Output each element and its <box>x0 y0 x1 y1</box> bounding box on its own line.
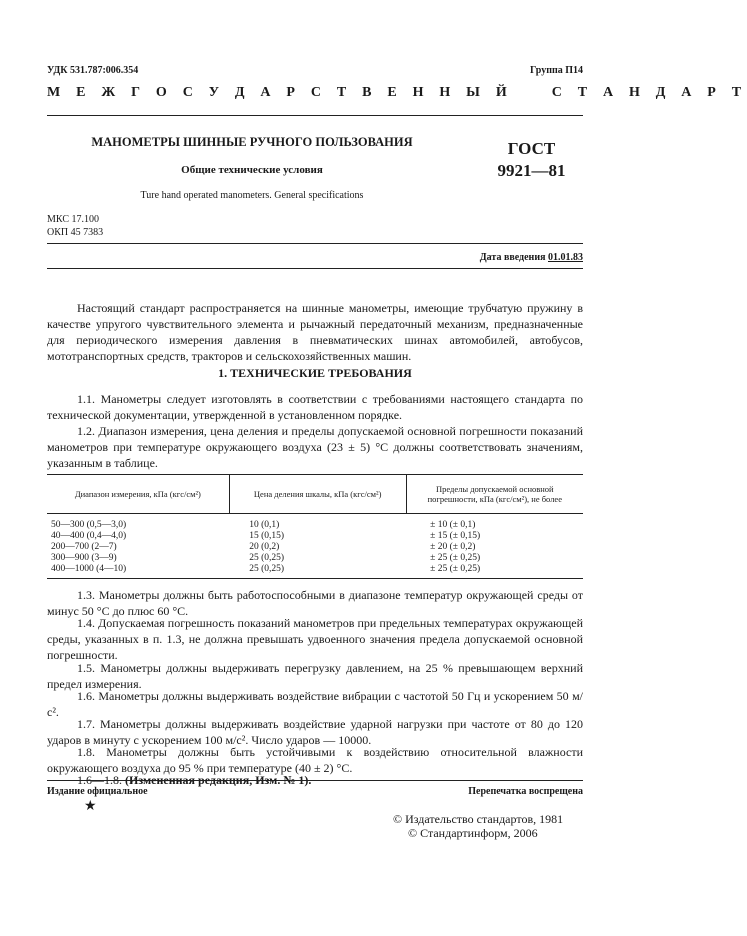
paragraph-1-8: 1.8. Манометры должны быть устойчивыми к воздействию относительной влажности окружающего воздуха до 95 % при температуре (40 ± 2) °С. <box>47 745 583 775</box>
paragraph-1-2: 1.2. Диапазон измерения, цена деления и пределы допускаемой основной погрешности показаний манометров при температуре окружающего воздуха (23 ± 5) °С должны соответствовать значениям, указанным в таблице. <box>47 424 583 470</box>
amendment-text: (Измененная редакция, Изм. № 1). <box>125 773 312 787</box>
table-header-row <box>47 475 583 514</box>
table-row <box>47 553 583 564</box>
table-cell: 50—300 (0,5—3,0) <box>51 520 127 530</box>
table-row <box>47 514 583 532</box>
table-cell: 15 (0,15) <box>249 531 285 541</box>
table-header-cell: Цена деления шкалы, кПа (кгс/см²) <box>229 475 406 514</box>
table-cell: 40—400 (0,4—4,0) <box>51 531 127 541</box>
paragraph-1-7: 1.7. Манометры должны выдерживать воздействие ударной нагрузки при частоте от 80 до 120 ударов в минуту с ускорением 100 м/с². Число ударов — 10000. <box>47 717 583 747</box>
table-cell: ± 10 (± 0,1) <box>430 520 476 530</box>
table-cell: ± 15 (± 0,15) <box>430 531 481 541</box>
table-cell: 10 (0,1) <box>249 520 280 530</box>
table-cell: 25 (0,25) <box>249 553 285 563</box>
official-edition: Издание официальное <box>47 786 148 797</box>
table-row <box>47 531 583 542</box>
paragraph-1-6: 1.6. Манометры должны выдерживать воздействие вибрации с частотой 50 Гц и ускорением 50 м/с². <box>47 689 583 719</box>
table-row <box>47 564 583 579</box>
table-cell: 400—1000 (4—10) <box>47 564 229 579</box>
table-header-cell: Пределы допускаемой основной погрешности, кПа (кгс/см²), не более <box>406 475 583 514</box>
paragraph-1-3: 1.3. Манометры должны быть работоспособными в диапазоне температур окружающей среды от минус 50 °С до плюс 60 °С. <box>47 588 583 618</box>
table-cell: 20 (0,2) <box>249 542 280 552</box>
document-title: МАНОМЕТРЫ ШИННЫЕ РУЧНОГО ПОЛЬЗОВАНИЯ <box>91 135 413 149</box>
table-header-cell: Диапазон измерения, кПа (кгс/см²) <box>47 475 229 514</box>
table-cell: ± 25 (± 0,25) <box>406 564 583 579</box>
intro-date-value: 01.01.83 <box>548 252 583 263</box>
table-cell: ± 25 (± 0,25) <box>430 553 481 563</box>
footer-rule <box>47 780 583 781</box>
group-code: Группа П14 <box>530 65 583 76</box>
amendment-prefix: 1.6—1.8. <box>77 773 122 787</box>
reprint-prohibited: Перепечатка воспрещена <box>468 786 583 797</box>
table-cell: 200—700 (2—7) <box>51 542 117 552</box>
mks-code: МКС 17.100 <box>47 214 99 225</box>
star-icon: ★ <box>84 799 97 814</box>
udk-code: УДК 531.787:006.354 <box>47 65 139 76</box>
english-title: Ture hand operated manometers. General specifications <box>140 190 364 201</box>
copyright-standartinform: © Стандартинформ, 2006 <box>408 826 538 840</box>
intro-date <box>480 252 583 263</box>
table-cell: ± 20 (± 0,2) <box>430 542 476 552</box>
paragraph-1-5: 1.5. Манометры должны выдерживать перегрузку давлением, на 25 % превышающем верхний предел измерения. <box>47 661 583 691</box>
paragraph-1-4: 1.4. Допускаемая погрешность показаний манометров при предельных температурах окружающей среды, указанных в п. 1.3, не должна превышать удвоенного значения предела допускаемой основной погрешности. <box>47 616 583 662</box>
document-subtitle: Общие технические условия <box>181 164 323 176</box>
gost-label: ГОСТ <box>507 139 556 158</box>
table-row <box>47 542 583 553</box>
date-rule <box>47 268 583 269</box>
intro-date-label: Дата введения <box>479 252 546 263</box>
codes-rule <box>47 243 583 244</box>
specification-table <box>47 474 583 579</box>
header-rule <box>47 115 583 116</box>
table-cell: 300—900 (3—9) <box>51 553 117 563</box>
intro-paragraph: Настоящий стандарт распространяется на шинные манометры, имеющие трубчатую пружину в качестве упругого чувствительного элемента и рычажный передаточный механизм, предназначенные для периодического измерения давления в пневматических шинах автомобилей, автобусов, мототранспортных средств, тракторов и сельскохозяйственных машин. <box>47 301 583 363</box>
okp-code: ОКП 45 7383 <box>47 227 104 238</box>
table-cell: 25 (0,25) <box>229 564 406 579</box>
paragraph-1-1: 1.1. Манометры следует изготовлять в соответствии с требованиями настоящего стандарта по технической документации, утвержденной в установленном порядке. <box>47 392 583 422</box>
interstate-standard-banner: М Е Ж Г О С У Д А Р С Т В Е Н Н Ы Й С Т А Н Д А Р Т <box>47 85 747 100</box>
section-title: 1. ТЕХНИЧЕСКИЕ ТРЕБОВАНИЯ <box>218 366 412 380</box>
copyright-publisher: © Издательство стандартов, 1981 <box>393 812 564 826</box>
gost-number: 9921—81 <box>497 161 566 180</box>
